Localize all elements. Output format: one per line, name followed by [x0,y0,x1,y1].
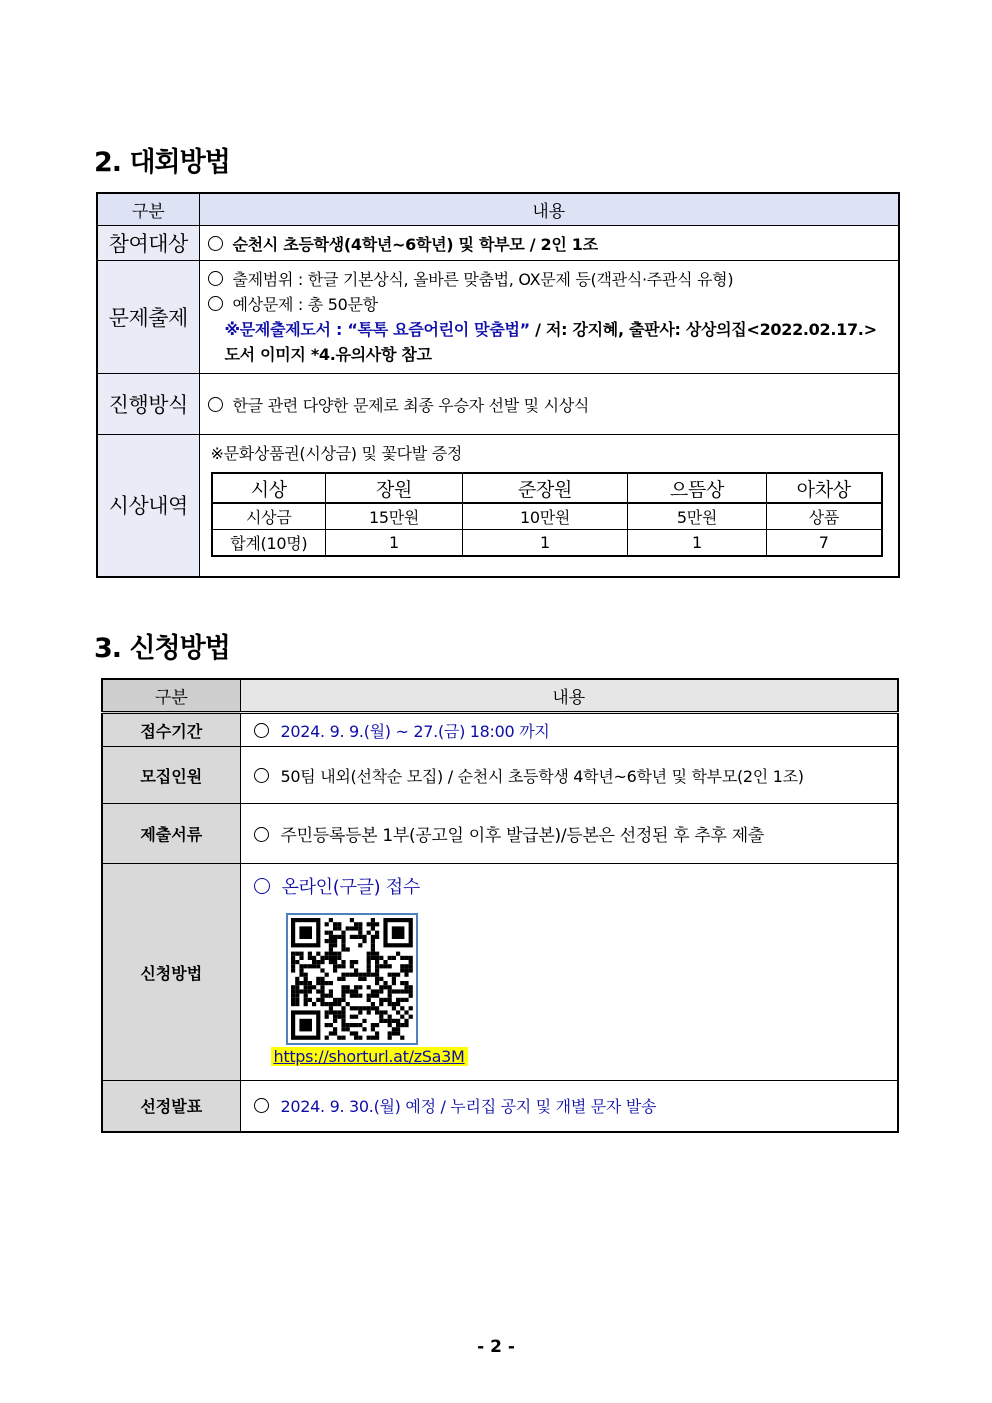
table-row [102,747,898,804]
row-label-awards: 시상내역 [97,435,199,577]
questions-range-text: 출제범위 : 한글 기본상식, 올바른 맞춤법, OX문제 등(객관식·주관식 유형) [232,270,734,289]
row-label-period: 접수기간 [102,713,240,747]
prize-row [212,503,882,530]
circle-bullet-icon [254,1098,269,1113]
prize-cell: 합계(10명) [212,530,326,557]
header-category: 구분 [102,679,240,713]
row-content-method [199,374,899,435]
prize-cell: 1 [628,530,767,557]
application-method-table [101,678,899,1133]
table-row [102,804,898,864]
table-row [102,713,898,747]
row-label-apply: 신청방법 [102,864,240,1081]
book-note-text: 도서 이미지 *4.유의사항 참고 [224,345,432,364]
row-label-documents: 제출서류 [102,804,240,864]
awards-note: ※문화상품권(시상금) 및 꽃다발 증정 [210,444,463,463]
circle-bullet-icon [208,236,223,251]
book-author-text: / 저: 강지혜, 출판사: 상상의집<2022.02.17.> [529,320,877,339]
table-row [97,261,899,374]
row-content-target [199,226,899,261]
circle-bullet-icon [254,878,270,894]
prize-header-cell: 준장원 [463,473,628,503]
row-label-method: 진행방식 [97,374,199,435]
row-label-questions: 문제출제 [97,261,199,374]
section-2-title: 2. 대회방법 [94,147,230,178]
table-row [102,864,898,1081]
header-content: 내용 [199,193,899,226]
section-3-title: 3. 신청방법 [94,633,230,664]
prize-cell: 1 [326,530,463,557]
table-row [97,226,899,261]
circle-bullet-icon [254,768,269,783]
prize-header-cell: 장원 [326,473,463,503]
row-content-questions [199,261,899,374]
table-row [97,374,899,435]
recruit-text: 50팀 내외(선착순 모집) / 순천시 초등학생 4학년~6학년 및 학부모(2인 1조) [280,766,804,786]
apply-url-link[interactable]: https://shorturl.at/zSa3M [271,1047,468,1066]
row-content-recruit [240,747,898,804]
documents-text: 주민등록등본 1부(공고일 이후 발급본)/등본은 선정된 후 추후 제출 [280,826,765,846]
prize-header-cell: 아차상 [767,473,882,503]
book-title-text: ※문제출제도서 : “톡톡 요즘어린이 맞춤법” [224,320,530,339]
contest-method-table [96,192,900,578]
period-text: 2024. 9. 9.(월) ~ 27.(금) 18:00 까지 [280,721,550,741]
prize-cell: 10만원 [463,503,628,530]
table-row [97,435,899,577]
row-label-recruit: 모집인원 [102,747,240,804]
row-content-documents [240,804,898,864]
circle-bullet-icon [208,296,223,311]
target-text: 순천시 초등학생(4학년~6학년) 및 학부모 / 2인 1조 [232,234,598,254]
method-text: 한글 관련 다양한 문제로 최종 우승자 선발 및 시상식 [232,395,590,415]
announce-text: 2024. 9. 30.(월) 예정 / 누리집 공지 및 개별 문자 발송 [280,1097,657,1117]
table-header-row [102,679,898,713]
prize-table [211,472,883,557]
circle-bullet-icon [208,397,223,412]
page-number: - 2 - [477,1337,515,1357]
circle-bullet-icon [254,723,269,738]
prize-cell: 7 [767,530,882,557]
qr-code-icon[interactable] [286,913,418,1045]
prize-cell: 상품 [767,503,882,530]
table-row [102,1081,898,1132]
questions-count-text: 예상문제 : 총 50문항 [232,295,378,314]
row-label-announce: 선정발표 [102,1081,240,1132]
row-content-awards [199,435,899,577]
header-content: 내용 [240,679,898,713]
apply-text: 온라인(구글) 접수 [281,877,420,898]
prize-header-row [212,473,882,503]
row-content-period [240,713,898,747]
circle-bullet-icon [254,827,269,842]
row-label-target: 참여대상 [97,226,199,261]
circle-bullet-icon [208,271,223,286]
header-category: 구분 [97,193,199,226]
prize-header-cell: 으뜸상 [628,473,767,503]
prize-cell: 1 [463,530,628,557]
prize-cell: 시상금 [212,503,326,530]
row-content-apply [240,864,898,1081]
prize-header-cell: 시상 [212,473,326,503]
table-header-row [97,193,899,226]
prize-cell: 15만원 [326,503,463,530]
prize-cell: 5만원 [628,503,767,530]
row-content-announce [240,1081,898,1132]
prize-row [212,530,882,557]
